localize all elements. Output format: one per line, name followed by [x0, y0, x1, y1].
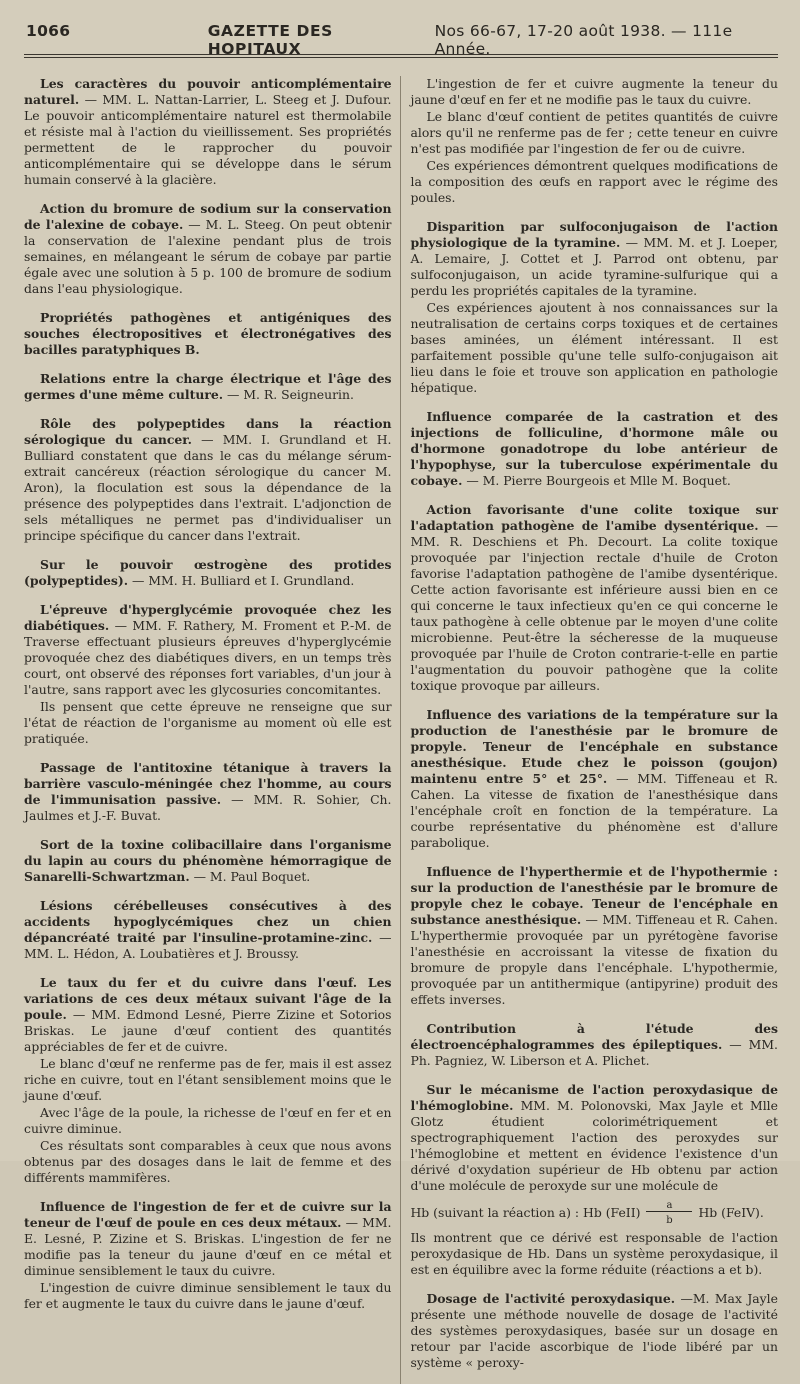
article-paragraph — [410, 409, 778, 489]
article-text: — MM. L. Nattan-Larrier, L. Steeg et J. Dufour. Le pouvoir anticomplémentaire naturel est thermolabile et résiste mal à l'action du vieillissement. Ses propriétés permettent de le rapprocher du pouvoir anticomplémentaire qui se développe dans le sérum humain conservé à la glacière. — [24, 92, 392, 187]
article — [24, 975, 392, 1186]
article-text: — MM. E. Lesné, P. Zizine et S. Briskas. L'ingestion de fer ne modifie pas la teneur du jaune d'œuf en ce métal et diminue sensiblement le taux du cuivre. — [24, 1215, 392, 1278]
article — [24, 1199, 392, 1312]
running-header — [24, 14, 778, 58]
article — [410, 219, 778, 396]
article-heading: Relations entre la charge électrique et l'âge des germes d'une même culture. — [24, 371, 392, 402]
article-heading: Sur le mécanisme de l'action peroxydasique de l'hémoglobine. — [410, 1082, 778, 1113]
article-heading: Dosage de l'activité peroxydasique. — [426, 1291, 676, 1306]
issue-info: Nos 66-67, 17-20 août 1938. — 111e Année. — [434, 22, 733, 58]
article — [24, 760, 392, 824]
article-paragraph — [24, 76, 392, 188]
article-text: — M. Paul Boquet. — [189, 869, 311, 884]
article-text: — MM. Tiffeneau et R. Cahen. L'hyperthermie provoquée par un pyrétogène favorise l'anesthésie en accroissant la vitesse de fixation du bromure de propyle dans l'encéphale. L'hypothermie, provoquée par un antithermique (antipyrine) produit des effets inverses. — [410, 912, 778, 1007]
article-heading: L'épreuve d'hyperglycémie provoquée chez les diabétiques. — [24, 602, 392, 633]
article-heading: Influence des variations de la température sur la production de l'anesthésie par le bromure de propyle. Teneur de l'encéphale en substance anesthésique. Etude chez le poisson (goujon) maintenu entre 5° et 25°. — [410, 707, 778, 786]
article-paragraph: Ils montrent que ce dérivé est responsable de l'action peroxydasique de Hb. Dans un système peroxydasique, il est en équilibre avec la forme réduite (réactions a et b). — [410, 1230, 778, 1277]
article — [24, 416, 392, 544]
right-column — [410, 76, 778, 1384]
equilibrium-arrow — [646, 1200, 692, 1226]
article-text: — M. Pierre Bourgeois et Mlle M. Boquet. — [462, 473, 731, 488]
article-text: — MM. Edmond Lesné, Pierre Zizine et Sotorios Briskas. Le jaune d'œuf contient des quantités appréciables de fer et de cuivre. — [24, 1007, 392, 1054]
article-heading: Sort de la toxine colibacillaire dans l'organisme du lapin au cours du phénomène hémorragique de Sanarelli-Schwartzman. — [24, 837, 392, 884]
article-paragraph — [24, 602, 392, 698]
column-divider — [400, 76, 403, 1384]
article-continuation — [410, 76, 778, 206]
article — [410, 707, 778, 851]
article-paragraph: Ces expériences ajoutent à nos connaissances sur la neutralisation de certains corps toxiques et de certaines bases aminées, un élément intéressant. Il est parfaitement possible qu'une telle sulfo-conjugaison ait lieu dans le foie et trouve son application en pathologie hépatique. — [410, 300, 778, 395]
article-heading: Le taux du fer et du cuivre dans l'œuf. Les variations de ces deux métaux suivant l'âge de la poule. — [24, 975, 392, 1022]
article-text: — MM. I. Grundland et H. Bulliard constatent que dans le cas du mélange sérum-extrait cancéreux (réaction sérologique du cancer M. Aron), la floculation est sous la dépendance de la présence des polypeptides dans l'extrait. L'adjonction de sels métalliques ne permet pas d'individualiser un principe spécifique du cancer dans l'extrait. — [24, 432, 392, 543]
article-text: — MM. F. Rathery, M. Froment et P.-M. de Traverse effectuant plusieurs épreuves d'hyperglycémie provoquée chez des diabétiques divers, en un temps très court, ont observé des réponses fort variables, d'un jour à l'autre, sans rapport avec les glycosuries concomitantes. — [24, 618, 392, 697]
article-peroxydasic-dosage — [410, 1291, 778, 1371]
article — [24, 371, 392, 403]
article — [410, 864, 778, 1008]
formula-left: Hb (suivant la réaction a) : Hb (FeII) — [410, 1205, 641, 1220]
article-heading: Contribution à l'étude des électroencéphalogrammes des épileptiques. — [410, 1021, 778, 1052]
article-paragraph — [24, 1199, 392, 1279]
article-heading: Action du bromure de sodium sur la conservation de l'alexine de cobaye. — [24, 201, 392, 232]
article-heading: Propriétés pathogènes et antigéniques des souches électropositives et électronégatives des bacilles paratyphiques B. — [24, 310, 392, 357]
article-heading: Les caractères du pouvoir anticomplémentaire naturel. — [24, 76, 392, 107]
left-column — [24, 76, 392, 1384]
article — [24, 310, 392, 358]
article-paragraph — [24, 310, 392, 358]
article — [24, 837, 392, 885]
article-heading: Disparition par sulfoconjugaison de l'action physiologique de la tyramine. — [410, 219, 778, 250]
article-text: — MM. R. Sohier, Ch. Jaulmes et J.-F. Buvat. — [24, 792, 392, 823]
article-paragraph — [410, 219, 778, 299]
article-paragraph: Ces expériences démontrent quelques modifications de la composition des œufs en rapport avec le régime des poules. — [410, 158, 778, 205]
article-paragraph — [24, 975, 392, 1055]
article — [24, 76, 392, 188]
formula-right: Hb (FeIV). — [698, 1205, 764, 1220]
article — [410, 1082, 778, 1194]
article-text: — MM. L. Hédon, A. Loubatières et J. Broussy. — [24, 930, 392, 961]
article-heading: Sur le pouvoir œstrogène des protides (polypeptides). — [24, 557, 392, 588]
formula-label-a: a — [666, 1200, 673, 1211]
article-paragraph — [410, 1291, 778, 1371]
reaction-formula — [410, 1200, 778, 1226]
page-number: 1066 — [26, 22, 71, 40]
article-paragraph — [24, 371, 392, 403]
article-text: MM. M. Polonovski, Max Jayle et Mlle Glotz étudient colorimétriquement et spectrographiquement l'action des peroxydes sur l'hémoglobine et mettent en évidence l'existence d'un dérivé d'oxydation supérieur de Hb obtenu par action d'une molécule de peroxyde sur une molécule de — [410, 1098, 778, 1193]
article-text: — M. L. Steeg. On peut obtenir la conservation de l'alexine pendant plus de trois semaines, en mélangeant le sérum de cobaye par partie égale avec une solution à 5 p. 100 de bromure de sodium dans l'eau physiologique. — [24, 217, 392, 296]
formula-label-b: b — [666, 1215, 673, 1226]
article — [24, 898, 392, 962]
article-paragraph — [24, 201, 392, 297]
article — [410, 1021, 778, 1069]
article — [24, 557, 392, 589]
article — [410, 409, 778, 489]
article-text: — M. R. Seigneurin. — [223, 387, 354, 402]
article-paragraph: Avec l'âge de la poule, la richesse de l'œuf en fer et en cuivre diminue. — [24, 1105, 392, 1136]
formula-explanation — [410, 1230, 778, 1278]
article-paragraph: Le blanc d'œuf contient de petites quantités de cuivre alors qu'il ne renferme pas de fer ; cette teneur en cuivre n'est pas modifiée par l'ingestion de fer ou de cuivre. — [410, 109, 778, 156]
article-paragraph: L'ingestion de fer et cuivre augmente la teneur du jaune d'œuf en fer et ne modifie pas le taux du cuivre. — [410, 76, 778, 107]
two-column-body — [24, 76, 778, 1384]
journal-title: GAZETTE DES HOPITAUX — [207, 22, 333, 58]
article-paragraph — [24, 837, 392, 885]
article-heading: Influence comparée de la castration et des injections de folliculine, d'hormone mâle ou d'hormone gonadotrope du lobe antérieur de l'hypophyse, sur la tuberculose expérimentale du cobaye. — [410, 409, 778, 488]
article-paragraph — [24, 557, 392, 589]
article-text: — MM. H. Bulliard et I. Grundland. — [128, 573, 355, 588]
article — [24, 201, 392, 297]
right-articles — [410, 219, 778, 1194]
article-paragraph — [24, 760, 392, 824]
article-heading: Rôle des polypeptides dans la réaction sérologique du cancer. — [24, 416, 392, 447]
article-paragraph — [410, 1021, 778, 1069]
article — [410, 502, 778, 694]
article-paragraph — [24, 898, 392, 962]
article-text: — MM. Ph. Pagniez, W. Liberson et A. Plichet. — [410, 1037, 778, 1068]
article-paragraph — [410, 864, 778, 1008]
article-paragraph — [24, 416, 392, 544]
article-paragraph — [410, 707, 778, 851]
article-text: — MM. Tiffeneau et R. Cahen. La vitesse de fixation de l'anesthésique dans l'encéphale croît en fonction de la température. La courbe représentative du phénomène est d'allure parabolique. — [410, 771, 778, 850]
article-paragraph: Le blanc d'œuf ne renferme pas de fer, mais il est assez riche en cuivre, tout en l'étant sensiblement moins que le jaune d'œuf. — [24, 1056, 392, 1103]
article-paragraph — [410, 502, 778, 694]
article-paragraph — [410, 1082, 778, 1194]
article-paragraph: Ils pensent que cette épreuve ne renseigne que sur l'état de réaction de l'organisme au moment où elle est pratiquée. — [24, 699, 392, 746]
article-heading: Passage de l'antitoxine tétanique à travers la barrière vasculo-méningée chez l'homme, au cours de l'immunisation passive. — [24, 760, 392, 807]
article-heading: Influence de l'ingestion de fer et de cuivre sur la teneur de l'œuf de poule en ces deux métaux. — [24, 1199, 392, 1230]
article-text: — MM. M. et J. Loeper, A. Lemaire, J. Cottet et J. Parrod ont obtenu, par sulfoconjugaison, un acide tyramine-sulfurique qui a perdu les propriétés capitales de la tyramine. — [410, 235, 778, 298]
article-heading: Action favorisante d'une colite toxique sur l'adaptation pathogène de l'amibe dysentérique. — [410, 502, 778, 533]
article-heading: Lésions cérébelleuses consécutives à des accidents hypoglycémiques chez un chien dépancréaté traité par l'insuline-protamine-zinc. — [24, 898, 392, 945]
article-paragraph: L'ingestion de cuivre diminue sensiblement le taux du fer et augmente le taux du cuivre dans le jaune d'œuf. — [24, 1280, 392, 1311]
article-paragraph: Ces résultats sont comparables à ceux que nous avons obtenus par des dosages dans le lait de femme et des différents mammifères. — [24, 1138, 392, 1185]
article-heading: Influence de l'hyperthermie et de l'hypothermie : sur la production de l'anesthésie par le bromure de propyle chez le cobaye. Teneur de l'encéphale en substance anesthésique. — [410, 864, 778, 927]
article — [24, 602, 392, 747]
article-text: — MM. R. Deschiens et Ph. Decourt. La colite toxique provoquée par l'injection rectale d'huile de Croton favorise l'adaptation pathogène de l'amibe dysentérique. Cette action favorisante est inférieure aussi bien en ce qui concerne le taux infectieux qu'en ce qui concerne le taux pathogène à celle obtenue par le moyen d'une colite microbienne. Peut-être la sécheresse de la muqueuse provoquée par l'huile de Croton contrarie-t-elle en partie l'augmentation du pouvoir pathogène que la colite toxique provoque par ailleurs. — [410, 518, 778, 693]
article-text: —M. Max Jayle présente une méthode nouvelle de dosage de l'activité des systèmes peroxydasiques, basée sur un dosage en retour par l'acide ascorbique de l'iode libéré par un système « peroxy- — [410, 1291, 778, 1370]
